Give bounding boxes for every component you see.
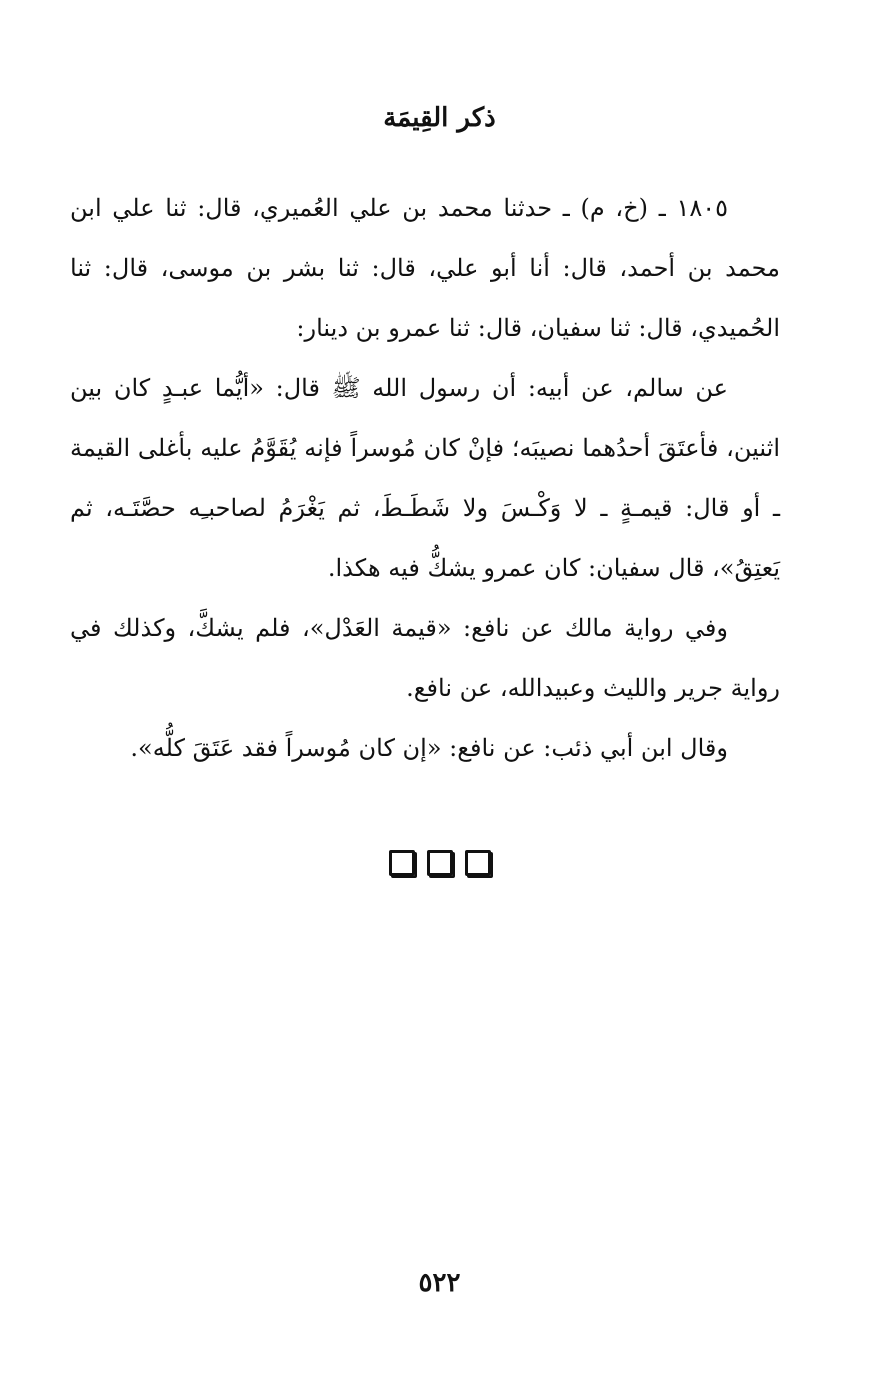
hadith-paragraph-ibn-abi-dhib: وقال ابن أبي ذئب: عن نافع: «إن كان مُوسراً فقد عَتَقَ كلُّه». [130, 734, 728, 762]
square-ornament-icon [465, 850, 491, 876]
hadith-paragraph-matn: عن سالم، عن أبيه: أن رسول الله ﷺ قال: «أيُّما عبـدٍ كان بين اثنين، فأعتَقَ أحدُهما نصيبَه؛ فإنْ كان مُوسراً فإنه يُقَوَّمُ عليه بأغلى القيمة ـ أو قال: قيمـةٍ ـ لا وَكْـسَ ولا شَطَـطَ، ثم يَغْرَمُ لصاحبـِه حصَّتَـه، ثم يَعتِقُ»، قال سفيان: كان عمرو يشكُّ فيه هكذا. [70, 374, 780, 582]
page-number: ٥٢٢ [418, 1268, 461, 1298]
square-ornament-icon [389, 850, 415, 876]
hadith-text [70, 178, 780, 778]
square-ornament-icon [427, 850, 453, 876]
section-heading: ذكر القِيمَة [383, 103, 496, 133]
hadith-paragraph-malik-riwaya: وفي رواية مالك عن نافع: «قيمة العَدْل»، فلم يشكَّ، وكذلك في رواية جرير والليث وعبيدالله، عن نافع. [70, 614, 780, 702]
hadith-paragraph-isnad: ١٨٠٥ ـ (خ، م) ـ حدثنا محمد بن علي العُميري، قال: ثنا علي ابن محمد بن أحمد، قال: أنا أبو علي، قال: ثنا بشر بن موسى، قال: ثنا الحُميدي، قال: ثنا سفيان، قال: ثنا عمرو بن دينار: [70, 194, 780, 342]
section-end-ornament [0, 850, 879, 876]
